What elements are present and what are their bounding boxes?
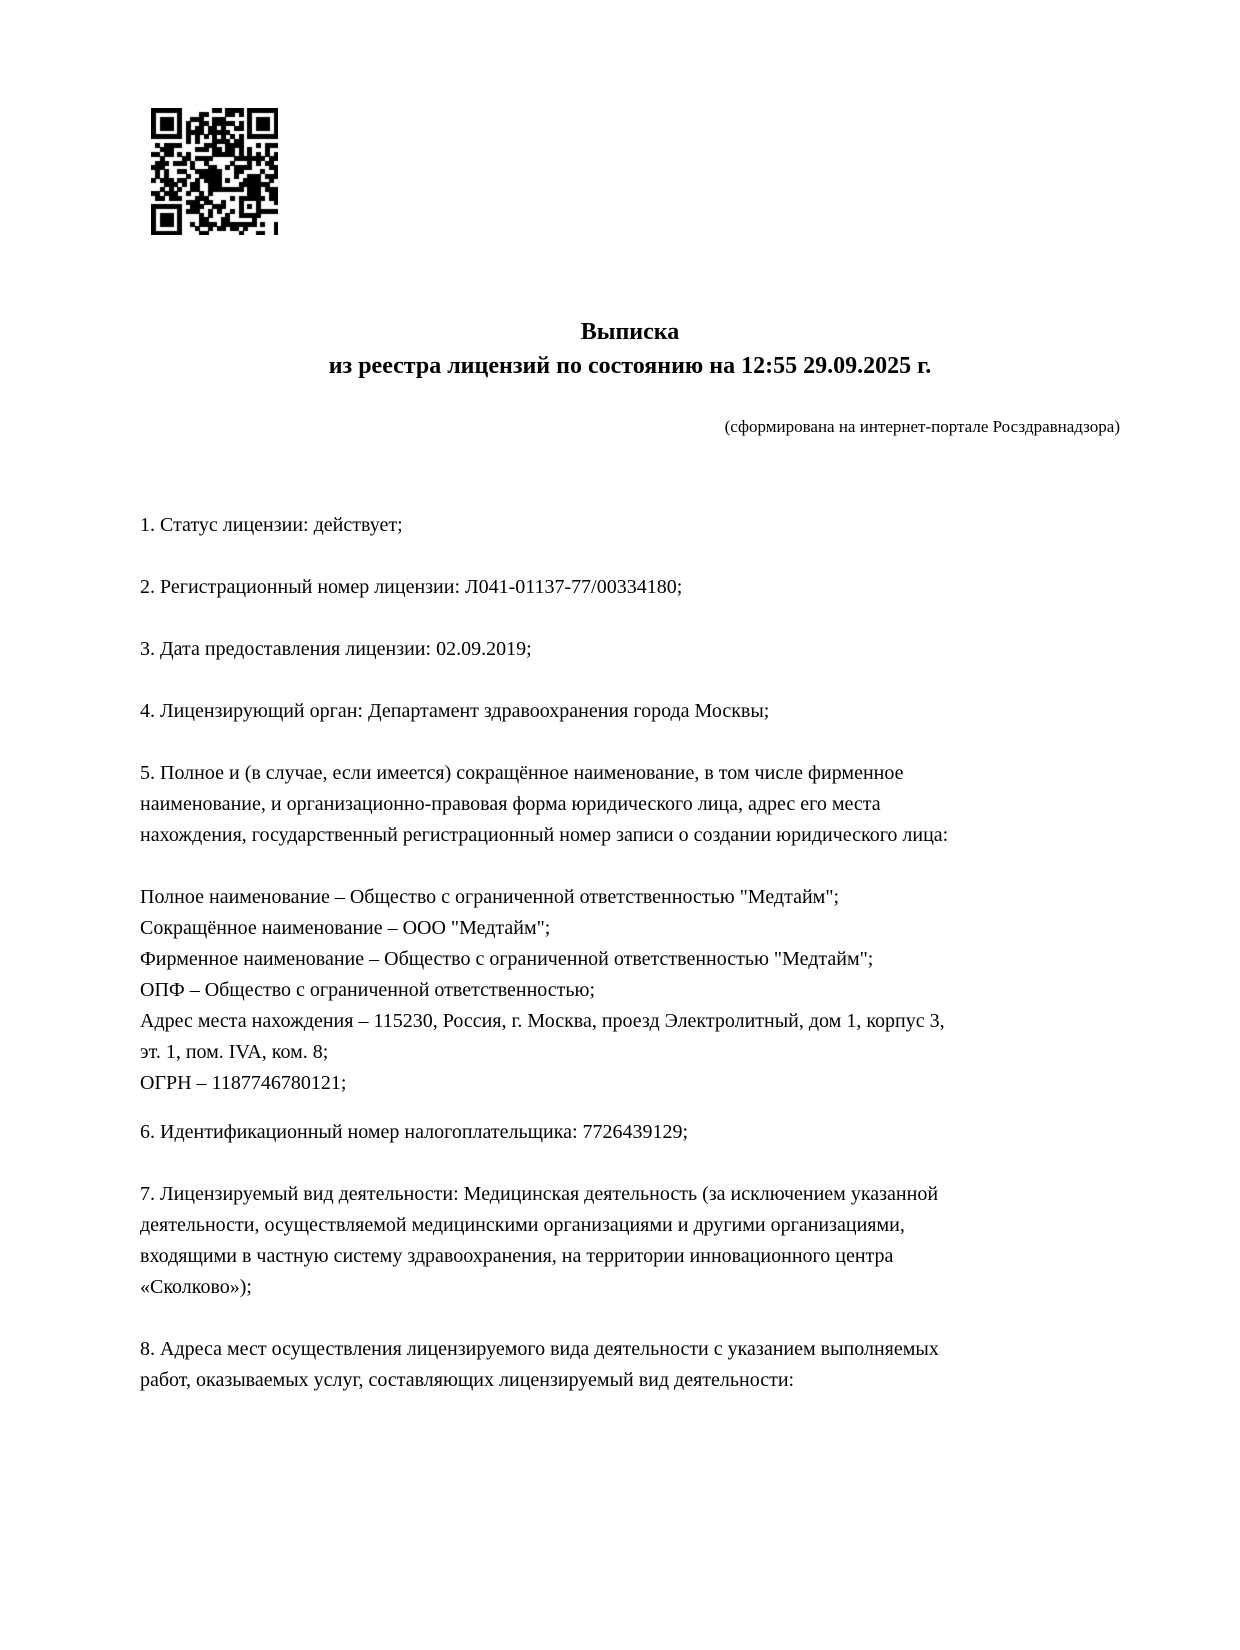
org-short-name: Сокращённое наименование – ООО "Медтайм"; <box>140 917 551 939</box>
org-address-line-2: эт. 1, пом. IVA, ком. 8; <box>140 1041 329 1063</box>
activity-type-line-4: «Сколково»); <box>140 1276 252 1298</box>
org-address-line-1: Адрес места нахождения – 115230, Россия, г. Москва, проезд Электролитный, дом 1, корпус 3, <box>140 1010 945 1032</box>
org-details <box>140 882 1120 1099</box>
document-title-line-1: Выписка <box>580 319 680 345</box>
taxpayer-inn: 6. Идентификационный номер налогоплательщика: 7726439129; <box>140 1121 689 1143</box>
org-legal-form: ОПФ – Общество с ограниченной ответственностью; <box>140 979 596 1001</box>
activity-addresses-intro <box>140 1334 1120 1396</box>
license-reg-number: 2. Регистрационный номер лицензии: Л041-01137-77/00334180; <box>140 576 683 598</box>
org-name-intro-line-3: нахождения, государственный регистрационный номер записи о создании юридического лица: <box>140 824 949 846</box>
org-ogrn: ОГРН – 1187746780121; <box>140 1072 347 1094</box>
document-title-line-2: из реестра лицензий по состоянию на 12:55 29.09.2025 г. <box>328 353 932 379</box>
activity-type-line-3: входящими в частную систему здравоохранения, на территории инновационного центра <box>140 1245 894 1267</box>
licensing-authority: 4. Лицензирующий орган: Департамент здравоохранения города Москвы; <box>140 700 770 722</box>
activity-type-line-1: 7. Лицензируемый вид деятельности: Медицинская деятельность (за исключением указанной <box>140 1183 939 1205</box>
org-brand-name: Фирменное наименование – Общество с ограниченной ответственностью "Медтайм"; <box>140 948 874 970</box>
license-grant-date: 3. Дата предоставления лицензии: 02.09.2019; <box>140 638 532 660</box>
activity-addresses-line-1: 8. Адреса мест осуществления лицензируемого вида деятельности с указанием выполняемых <box>140 1338 939 1360</box>
license-status: 1. Статус лицензии: действует; <box>140 514 403 536</box>
document-body <box>140 0 1120 1396</box>
activity-addresses-line-2: работ, оказываемых услуг, составляющих лицензируемый вид деятельности: <box>140 1369 795 1391</box>
activity-type-line-2: деятельности, осуществляемой медицинскими организациями и другими организациями, <box>140 1214 905 1236</box>
org-full-name: Полное наименование – Общество с ограниченной ответственностью "Медтайм"; <box>140 886 840 908</box>
org-name-intro <box>140 758 1120 851</box>
org-name-intro-line-2: наименование, и организационно-правовая форма юридического лица, адрес его места <box>140 793 881 815</box>
org-name-intro-line-1: 5. Полное и (в случае, если имеется) сокращённое наименование, в том числе фирменное <box>140 762 904 784</box>
activity-type <box>140 1179 1120 1303</box>
generated-note: (сформирована на интернет-портале Росздравнадзора) <box>724 417 1120 436</box>
